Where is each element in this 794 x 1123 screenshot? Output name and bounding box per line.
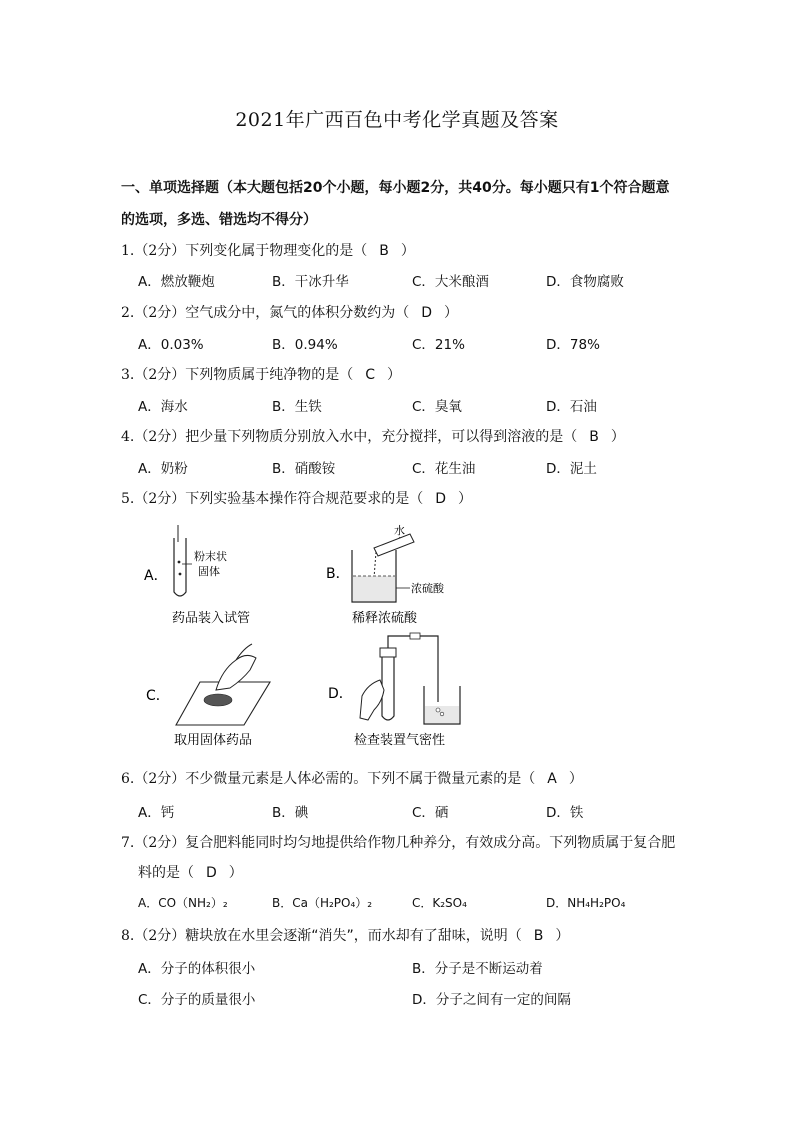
option-c: C．硒 bbox=[412, 805, 449, 821]
question-number: 2.（2分） bbox=[121, 305, 186, 321]
question-2 bbox=[121, 302, 458, 322]
option-d: D．铁 bbox=[546, 805, 584, 821]
option-a: A．奶粉 bbox=[138, 461, 188, 477]
question-stem: 糖块放在水里会逐渐“消失”，而水却有了甜味，说明（ bbox=[185, 928, 522, 944]
question-number: 3.（2分） bbox=[121, 367, 186, 383]
answer-letter: D bbox=[421, 305, 433, 321]
question-5 bbox=[121, 488, 472, 508]
option-d: D．石油 bbox=[546, 399, 597, 415]
question-close-paren: ） bbox=[610, 429, 625, 445]
option-d: D．78% bbox=[546, 337, 600, 353]
figure-c-solid bbox=[146, 644, 270, 748]
question-4 bbox=[121, 426, 625, 446]
option-d: D．分子之间有一定的间隔 bbox=[412, 992, 571, 1008]
option-a: A．分子的体积很小 bbox=[138, 961, 256, 977]
answer-letter: D bbox=[435, 491, 447, 507]
question-7-continuation bbox=[138, 862, 243, 882]
answer-letter: C bbox=[365, 367, 376, 383]
section-heading: 一、单项选择题（本大题包括20个小题，每小题2分，共40分。每小题只有1个符合题意的选项，多选、错选均不得分） bbox=[121, 180, 670, 228]
question-close-paren: ） bbox=[228, 865, 243, 881]
figure-a-letter: A． bbox=[144, 568, 168, 584]
answer-letter: B bbox=[589, 429, 599, 445]
question-3 bbox=[121, 364, 401, 384]
question-number: 1.（2分） bbox=[121, 243, 186, 259]
figure-a-caption: 药品装入试管 bbox=[172, 611, 251, 626]
figure-a-label-powder: 粉末状 bbox=[194, 550, 227, 563]
question-stem: 把少量下列物质分别放入水中，充分搅拌，可以得到溶液的是（ bbox=[185, 429, 578, 445]
question-1 bbox=[121, 240, 415, 260]
question-close-paren: ） bbox=[568, 771, 583, 787]
option-b: B．生铁 bbox=[272, 399, 322, 415]
option-b: B．干冰升华 bbox=[272, 274, 349, 290]
question-stem: 下列物质属于纯净物的是（ bbox=[185, 367, 354, 383]
figure-d-caption: 检查装置气密性 bbox=[354, 733, 446, 748]
figure-b-beaker bbox=[326, 523, 445, 626]
option-d: D．NH₄H₂PO₄ bbox=[546, 896, 626, 910]
question-stem: 空气成分中，氮气的体积分数约为（ bbox=[185, 305, 410, 321]
question-stem: 下列变化属于物理变化的是（ bbox=[185, 243, 368, 259]
answer-letter: B bbox=[379, 243, 389, 259]
option-a: A．CO（NH₂）₂ bbox=[138, 896, 228, 910]
question-number: 5.（2分） bbox=[121, 491, 186, 507]
question-stem: 不少微量元素是人体必需的。下列不属于微量元素的是（ bbox=[185, 771, 536, 787]
question-close-paren: ） bbox=[555, 928, 570, 944]
question-8 bbox=[121, 925, 569, 945]
answer-letter: B bbox=[533, 928, 544, 944]
figure-d-airtight bbox=[328, 633, 460, 748]
question-number: 6.（2分） bbox=[121, 771, 186, 787]
option-c: C．K₂SO₄ bbox=[412, 896, 467, 910]
answer-letter: D bbox=[206, 865, 217, 881]
figure-a-test-tube bbox=[144, 525, 250, 626]
answer-letter: A bbox=[547, 771, 557, 787]
question-close-paren: ） bbox=[458, 491, 473, 507]
option-c: C．臭氧 bbox=[412, 399, 462, 415]
question-stem: 复合肥料能同时均匀地提供给作物几种养分，有效成分高。下列物质属于复合肥 bbox=[185, 835, 676, 851]
figure-c-letter: C． bbox=[146, 688, 170, 704]
page-title: 2021年广西百色中考化学真题及答案 bbox=[235, 109, 559, 131]
option-c: C．分子的质量很小 bbox=[138, 992, 256, 1008]
question-7 bbox=[121, 832, 675, 852]
option-d: D．食物腐败 bbox=[546, 274, 624, 290]
option-c: C．大米酿酒 bbox=[412, 274, 489, 290]
question-stem-continued: 料的是（ bbox=[138, 865, 194, 881]
question-close-paren: ） bbox=[400, 243, 415, 259]
option-b: B．硝酸铵 bbox=[272, 461, 336, 477]
option-c: C．花生油 bbox=[412, 461, 476, 477]
option-d: D．泥土 bbox=[546, 461, 597, 477]
option-a: A．钙 bbox=[138, 805, 175, 821]
figure-d-letter: D． bbox=[328, 686, 353, 702]
question-number: 7.（2分） bbox=[121, 835, 186, 851]
option-c: C．21% bbox=[412, 337, 465, 353]
lab-operations-figure bbox=[138, 520, 598, 755]
question-6 bbox=[121, 768, 583, 788]
option-b: B．分子是不断运动着 bbox=[412, 961, 543, 977]
question-stem: 下列实验基本操作符合规范要求的是（ bbox=[185, 491, 424, 507]
figure-b-water-label: 水 bbox=[394, 524, 405, 537]
option-b: B．0.94% bbox=[272, 337, 338, 353]
figure-a-label-solid: 固体 bbox=[198, 565, 220, 578]
question-close-paren: ） bbox=[444, 305, 459, 321]
figure-b-acid-label: 浓硫酸 bbox=[411, 582, 444, 595]
question-number: 8.（2分） bbox=[121, 928, 186, 944]
question-number: 4.（2分） bbox=[121, 429, 186, 445]
option-a: A．0.03% bbox=[138, 337, 204, 353]
figure-b-caption: 稀释浓硫酸 bbox=[352, 611, 418, 626]
option-a: A．海水 bbox=[138, 399, 188, 415]
figure-c-caption: 取用固体药品 bbox=[174, 733, 253, 748]
figure-b-letter: B． bbox=[326, 566, 350, 582]
question-close-paren: ） bbox=[387, 367, 402, 383]
option-b: B．Ca（H₂PO₄）₂ bbox=[272, 896, 373, 910]
option-b: B．碘 bbox=[272, 805, 309, 821]
option-a: A．燃放鞭炮 bbox=[138, 274, 215, 290]
